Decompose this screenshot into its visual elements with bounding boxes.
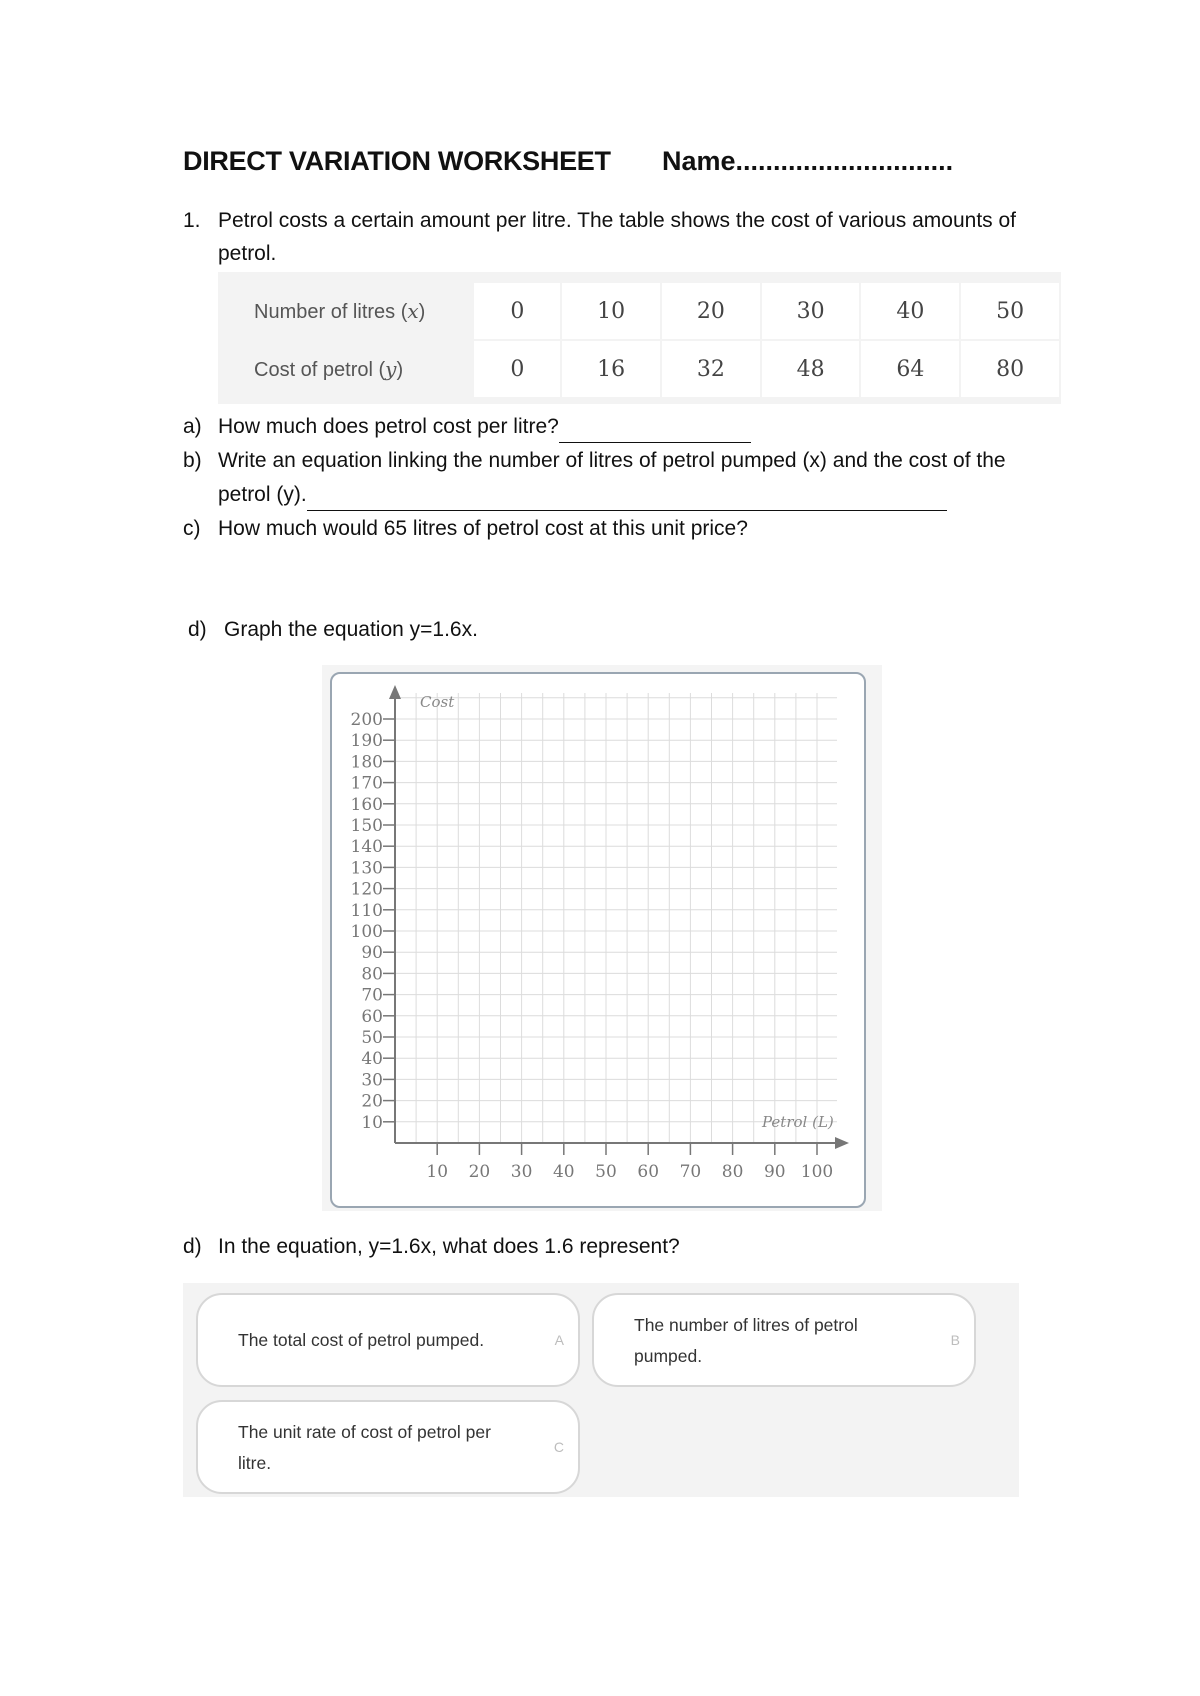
part-d2-label: d) [183, 1235, 202, 1258]
part-a [218, 410, 1058, 443]
question-number: 1. [183, 209, 201, 232]
table-cell: 80 [960, 340, 1060, 398]
y-tick-label: 120 [350, 879, 383, 900]
part-d-text: Graph the equation y=1.6x. [224, 618, 478, 641]
table-cell: 0 [473, 282, 561, 340]
row-header-cost: Cost of petrol (y) [219, 340, 473, 398]
y-tick-label: 100 [350, 922, 383, 942]
y-tick-label: 200 [350, 710, 383, 730]
table-cell: 64 [860, 340, 960, 398]
y-tick-label: 190 [350, 731, 383, 752]
x-tick-label: 70 [679, 1162, 702, 1182]
table-row [219, 282, 1060, 340]
choice-text: The number of litres of petrol [634, 1315, 858, 1335]
answer-blank-a[interactable] [559, 420, 751, 443]
x-tick-label: 80 [721, 1162, 744, 1182]
table-cell: 0 [473, 340, 561, 398]
y-tick-label: 90 [361, 943, 383, 964]
y-tick-label: 50 [361, 1028, 383, 1048]
table-cell: 10 [561, 282, 661, 340]
row-header-litres: Number of litres (x) [219, 282, 473, 340]
part-a-text: How much does petrol cost per litre? [218, 415, 559, 438]
y-tick-label: 110 [350, 900, 383, 921]
table-cell: 30 [761, 282, 861, 340]
part-b-line2 [218, 478, 1058, 511]
table-cell: 48 [761, 340, 861, 398]
choice-text: The total cost of petrol pumped. [238, 1330, 485, 1350]
y-tick-label: 180 [350, 752, 383, 773]
part-c-text: How much would 65 litres of petrol cost at this unit price? [218, 517, 748, 540]
y-tick-label: 150 [350, 816, 383, 836]
answer-blank-b[interactable] [307, 488, 947, 511]
y-tick-label: 130 [350, 858, 383, 879]
y-tick-label: 140 [350, 837, 383, 858]
table-cell: 16 [561, 340, 661, 398]
x-axis-label: Petrol (L) [762, 1113, 834, 1131]
x-tick-label: 10 [426, 1162, 449, 1182]
choice-text-line2: pumped. [634, 1346, 703, 1366]
y-tick-label: 80 [361, 964, 383, 985]
y-tick-label: 70 [361, 985, 383, 1006]
x-axis-ticks [426, 1143, 833, 1182]
question-text: Petrol costs a certain amount per litre. The table shows the cost of various amounts of petrol. [218, 209, 1017, 265]
choice-letter: C [553, 1439, 564, 1455]
choice-letter: B [950, 1332, 960, 1348]
x-tick-label: 100 [800, 1162, 834, 1182]
x-tick-label: 20 [468, 1162, 491, 1182]
part-b-label: b) [183, 449, 202, 472]
x-tick-label: 40 [552, 1162, 575, 1182]
data-table-container [218, 272, 1061, 404]
data-table [218, 281, 1061, 399]
y-axis-arrow-icon [389, 685, 401, 699]
cost-petrol-graph[interactable] [322, 665, 882, 1211]
choice-a[interactable] [196, 1293, 580, 1387]
part-d2-text: In the equation, y=1.6x, what does 1.6 represent? [218, 1235, 680, 1258]
y-tick-label: 60 [361, 1006, 383, 1027]
name-field-label[interactable]: Name............................. [662, 146, 954, 176]
table-cell: 50 [960, 282, 1060, 340]
y-tick-label: 40 [361, 1049, 383, 1070]
y-tick-label: 30 [361, 1070, 383, 1091]
choice-letter: A [554, 1332, 564, 1348]
part-d-label: d) [188, 618, 207, 641]
y-tick-label: 20 [361, 1091, 383, 1112]
graph-grid [395, 693, 837, 1143]
y-tick-label: 10 [361, 1112, 383, 1133]
y-tick-label: 160 [350, 794, 383, 815]
table-cell: 40 [860, 282, 960, 340]
y-tick-label: 170 [350, 773, 383, 794]
choice-text: The unit rate of cost of petrol per [238, 1422, 491, 1442]
part-c-label: c) [183, 517, 201, 540]
choice-b[interactable] [592, 1293, 976, 1387]
part-a-label: a) [183, 415, 202, 438]
table-cell: 32 [661, 340, 761, 398]
table-cell: 20 [661, 282, 761, 340]
choice-c[interactable] [196, 1400, 580, 1494]
y-axis-ticks [351, 710, 395, 1133]
x-tick-label: 30 [510, 1162, 533, 1182]
table-row [219, 340, 1060, 398]
x-tick-label: 50 [595, 1162, 617, 1182]
part-b-line1: Write an equation linking the number of litres of petrol pumped (x) and the cost of the [218, 449, 1006, 472]
y-axis-label: Cost [420, 693, 455, 711]
x-axis-arrow-icon [835, 1137, 849, 1149]
x-tick-label: 90 [763, 1162, 786, 1182]
choice-text-line2: litre. [238, 1453, 272, 1473]
x-tick-label: 60 [637, 1162, 660, 1182]
part-b-text: petrol (y). [218, 483, 307, 506]
worksheet-title: DIRECT VARIATION WORKSHEET [183, 146, 611, 176]
